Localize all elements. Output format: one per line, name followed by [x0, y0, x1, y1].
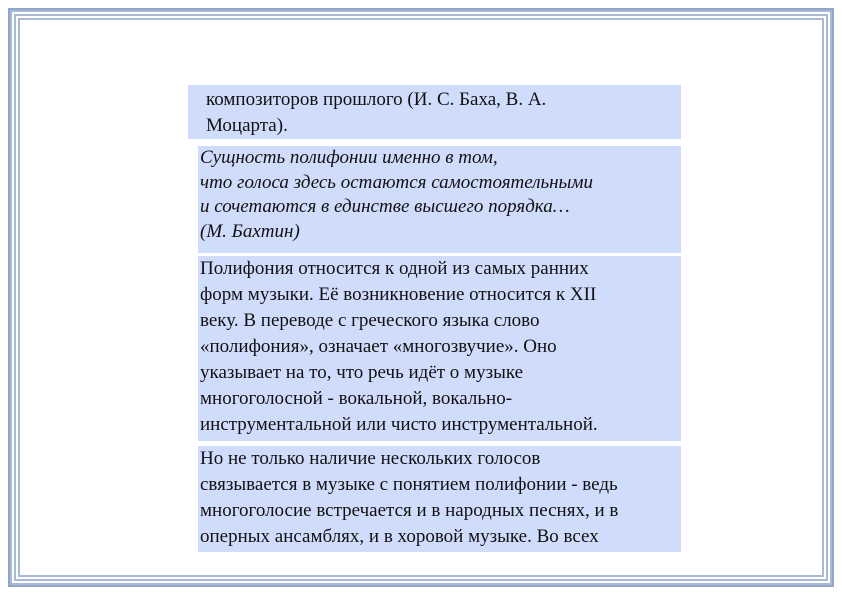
text-line: оперных ансамблях, и в хоровой музыке. Во всех: [200, 526, 599, 547]
quote-author: (М. Бахтин): [200, 220, 300, 242]
quote-line: что голоса здесь остаются самостоятельными: [200, 171, 594, 193]
paragraph-polyphony-voices: [198, 446, 681, 552]
quote-bakhtin: [198, 146, 681, 253]
quote-line: и сочетаются в единстве высшего порядка…: [200, 196, 570, 217]
text-line: связывается в музыке с понятием полифонии - ведь: [200, 474, 618, 495]
text-line: Моцарта).: [206, 115, 288, 136]
text-line: веку. В переводе с греческого языка слово: [200, 310, 540, 331]
text-line: «полифония», означает «многозвучие». Оно: [200, 336, 557, 357]
paragraph-composers: [188, 85, 681, 139]
paragraph-polyphony-origin: [198, 256, 681, 441]
text-line: Но не только наличие нескольких голосов: [200, 448, 541, 469]
text-line: инструментальной или чисто инструментальной.: [200, 414, 598, 435]
text-line: многоголосной - вокальной, вокально-: [200, 388, 513, 409]
text-line: указывает на то, что речь идёт о музыке: [200, 362, 524, 383]
text-line: композиторов прошлого (И. С. Баха, В. А.: [206, 89, 547, 110]
quote-line: Сущность полифонии именно в том,: [200, 147, 498, 168]
text-line: Полифония относится к одной из самых ранних: [200, 258, 589, 279]
text-line: форм музыки. Её возникновение относится к XII: [200, 284, 597, 305]
text-line: многоголосие встречается и в народных песнях, и в: [200, 500, 619, 521]
